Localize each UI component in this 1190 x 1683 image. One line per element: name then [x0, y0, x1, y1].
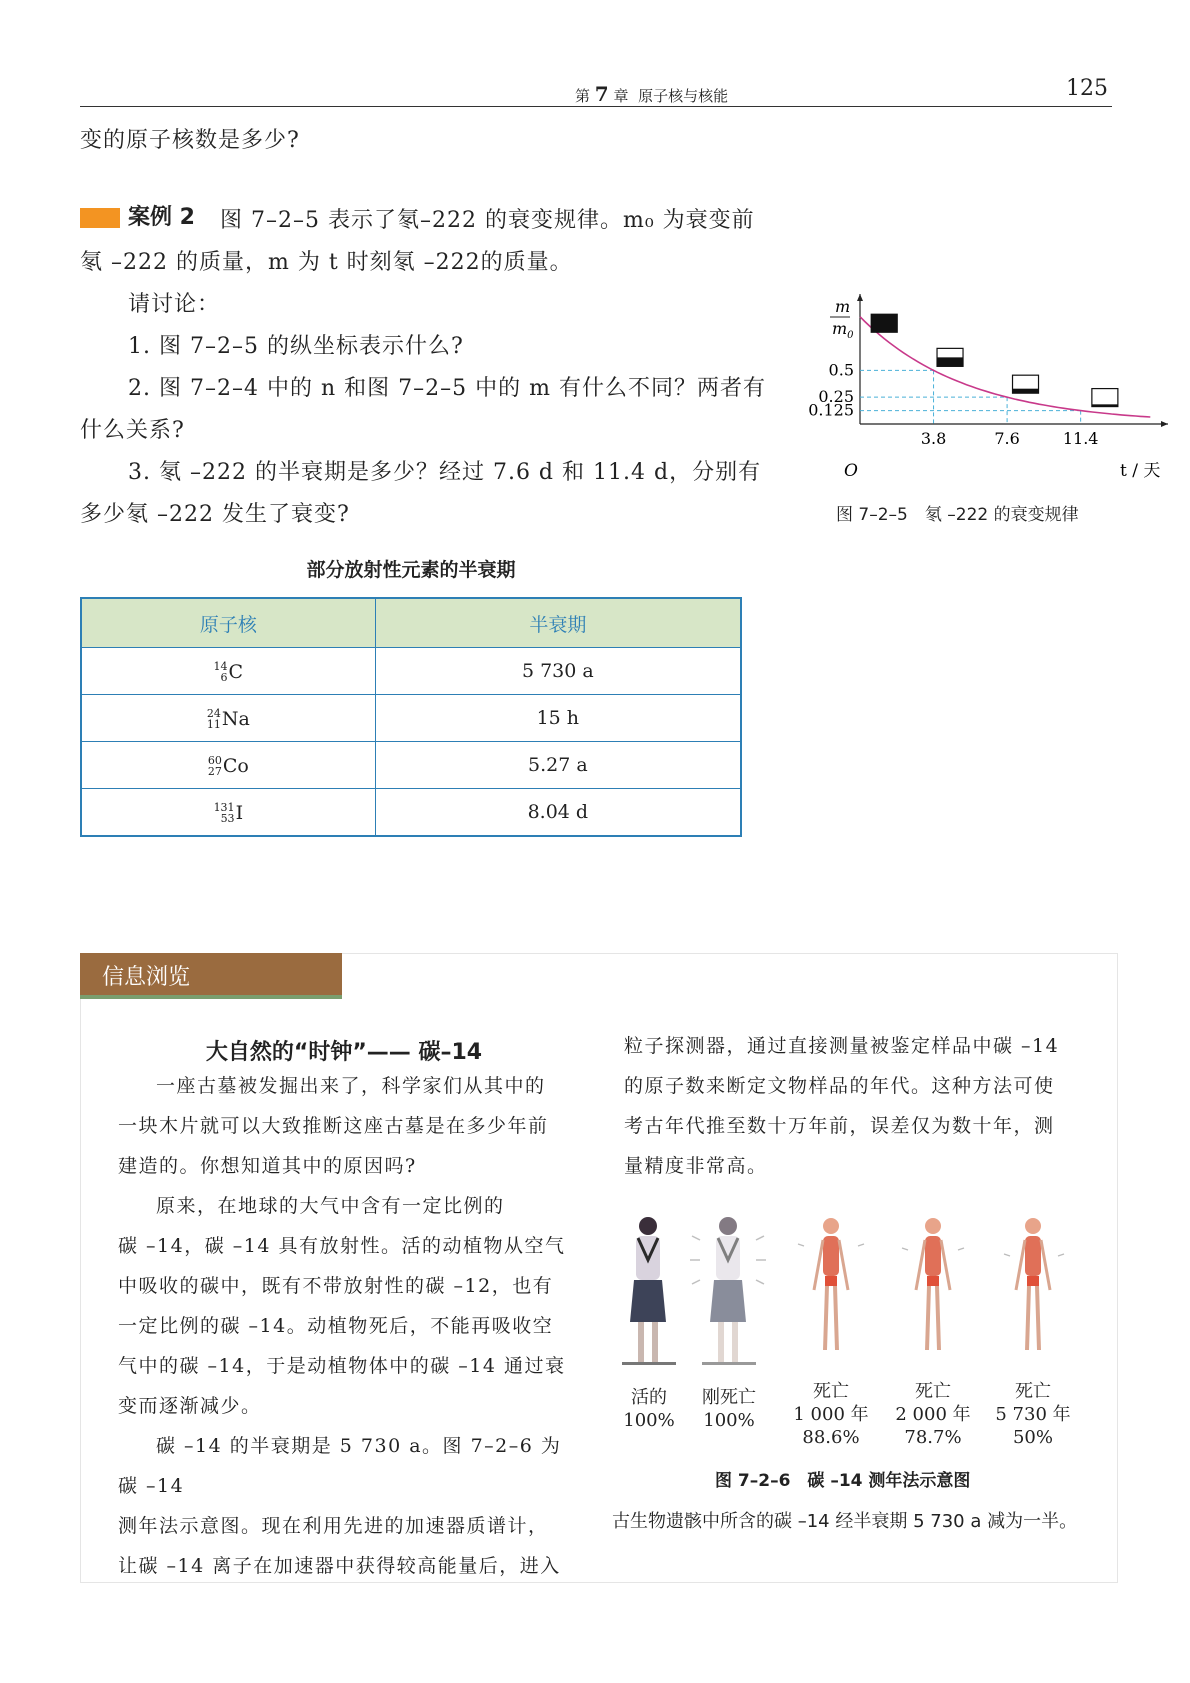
article-left-column [118, 1066, 573, 1586]
halflife-cell: 5.27 a [375, 742, 741, 789]
figure-label: 死亡 2 000 年 78.7% [895, 1381, 971, 1448]
x-axis-arrow [1161, 421, 1168, 427]
halflife-cell: 15 h [375, 695, 741, 742]
figure-label: 死亡 1 000 年 88.6% [793, 1381, 869, 1448]
carbon-dating-figure [618, 1210, 1088, 1380]
x-tick-label: 3.8 [920, 429, 947, 448]
figure-note: 古生物遗骸中所含的碳 –14 经半衰期 5 730 a 减为一半。 [612, 1511, 1078, 1532]
origin-label: O [844, 461, 858, 481]
article-line: 原来，在地球的大气中含有一定比例的 [156, 1195, 505, 1217]
halflife-cell: 5 730 a [375, 648, 741, 695]
intro-line: 变的原子核数是多少? [80, 128, 300, 153]
article-right-column [624, 1026, 1084, 1186]
article-line: 量精度非常高。 [624, 1155, 768, 1177]
article-line: 碳 –14 的半衰期是 5 730 a。图 7–2–6 为碳 –14 [118, 1435, 562, 1497]
article-line: 一定比例的碳 –14。动植物死后，不能再吸收空 [118, 1315, 554, 1337]
figure-label: 死亡 5 730 年 50% [995, 1381, 1071, 1448]
living-person-illustration [622, 1217, 676, 1365]
x-tick-label: 7.6 [994, 429, 1020, 448]
x-axis-label: t / 天 [1120, 461, 1161, 481]
info-tab [80, 953, 342, 999]
case-marker [80, 208, 120, 228]
article-line: 碳 –14，碳 –14 具有放射性。活的动植物从空气 [118, 1235, 566, 1257]
info-tab-label: 信息浏览 [102, 965, 191, 990]
sample-fill [1092, 404, 1118, 406]
nucleus-cell: 131 53I [81, 789, 375, 837]
case-line-2: 请讨论： [128, 292, 221, 317]
case-line-3: 1. 图 7–2–5 的纵坐标表示什么? [128, 334, 464, 359]
skeleton-2000-years-illustration [902, 1218, 964, 1350]
skeleton-5730-years-illustration [1004, 1218, 1064, 1350]
article-line: 的原子数来断定文物样品的年代。这种方法可使 [624, 1075, 1055, 1097]
skeleton-1000-years-illustration [798, 1218, 864, 1350]
case-line-1: 氡 –222 的质量，m 为 t 时刻氡 –222的质量。 [80, 250, 573, 275]
article-title: 大自然的“时钟”—— 碳–14 [205, 1040, 483, 1065]
figure-caption: 图 7–2–6 碳 –14 测年法示意图 [715, 1471, 971, 1491]
y-label-numerator: m [835, 297, 851, 316]
article-line: 一座古墓被发掘出来了，科学家们从其中的 [156, 1075, 546, 1097]
table-row [81, 648, 741, 695]
sample-fill [937, 357, 963, 366]
article-line: 中吸收的碳中，既有不带放射性的碳 –12，也有 [118, 1275, 554, 1297]
table-row [81, 742, 741, 789]
just-died-illustration [690, 1217, 766, 1365]
case-label: 案例 2 [128, 205, 195, 230]
chapter-prefix: 第 [575, 87, 591, 105]
sample-fill [871, 314, 897, 332]
chart-caption: 图 7–2–5 氡 –222 的衰变规律 [836, 505, 1079, 525]
x-tick-label: 11.4 [1062, 429, 1099, 448]
sample-box [1092, 389, 1118, 407]
y-label-denominator: $m_0$ [832, 319, 854, 341]
figure-label: 刚死亡 100% [702, 1387, 756, 1431]
chapter-title: 原子核与核能 [638, 87, 729, 105]
figure-label: 活的 100% [623, 1387, 675, 1431]
halflife-cell: 8.04 d [375, 789, 741, 837]
case-line-6: 3. 氡 –222 的半衰期是多少？经过 7.6 d 和 11.4 d，分别有 [128, 460, 762, 485]
table-header-halflife: 半衰期 [375, 598, 741, 648]
chapter-header [575, 82, 728, 106]
plot-area [808, 294, 1168, 448]
halflife-table [80, 597, 742, 837]
nucleus-cell: 14 6C [81, 648, 375, 695]
header-rule [80, 106, 1112, 107]
article-line: 一块木片就可以大致推断这座古墓是在多少年前 [118, 1115, 549, 1137]
case-line-5: 什么关系? [80, 418, 185, 443]
nucleus-cell: 60 27Co [81, 742, 375, 789]
y-tick-label: 0.125 [808, 400, 854, 420]
decay-chart [808, 296, 1180, 496]
article-line: 变而逐渐减少。 [118, 1395, 262, 1417]
case-line-4: 2. 图 7–2–4 中的 n 和图 7–2–5 中的 m 有什么不同？两者有 [128, 376, 766, 401]
article-line: 让碳 –14 离子在加速器中获得较高能量后，进入 [118, 1555, 561, 1577]
sample-fill [1013, 389, 1039, 394]
page-number: 125 [1066, 76, 1108, 101]
table-title: 部分放射性元素的半衰期 [306, 559, 516, 581]
table-row [81, 789, 741, 837]
case-line-7: 多少氡 –222 发生了衰变? [80, 502, 350, 527]
chapter-number: 7 [594, 82, 609, 106]
nucleus-cell: 24 11Na [81, 695, 375, 742]
article-line: 测年法示意图。现在利用先进的加速器质谱计， [118, 1515, 549, 1537]
article-line: 气中的碳 –14，于是动植物体中的碳 –14 通过衰 [118, 1355, 566, 1377]
chapter-suffix: 章 [613, 87, 629, 105]
article-line: 考古年代推至数十万年前，误差仅为数十年，测 [624, 1115, 1055, 1137]
table-header-nucleus: 原子核 [81, 598, 375, 648]
table-header-row [81, 598, 741, 648]
article-line: 建造的。你想知道其中的原因吗? [118, 1155, 417, 1177]
y-axis-arrow [857, 294, 863, 301]
y-tick-label: 0.5 [828, 360, 854, 380]
table-row [81, 695, 741, 742]
case-line-0: 图 7–2–5 表示了氡–222 的衰变规律。m₀ 为衰变前 [220, 208, 755, 233]
table-body [81, 648, 741, 837]
y-tick-label: 0.25 [818, 387, 854, 407]
article-line: 粒子探测器，通过直接测量被鉴定样品中碳 –14 [624, 1035, 1060, 1057]
